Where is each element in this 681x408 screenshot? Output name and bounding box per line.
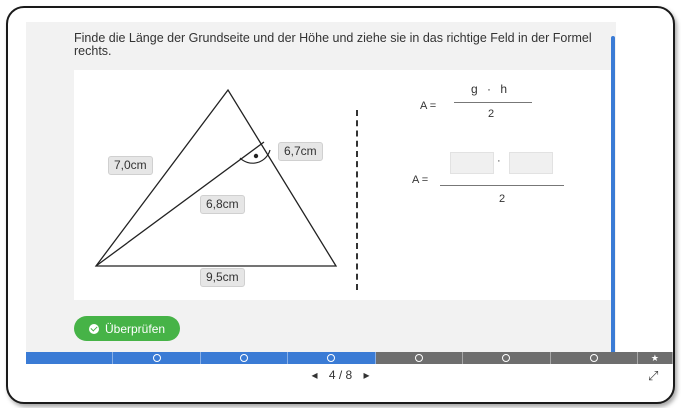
check-circle-icon — [89, 324, 99, 334]
pager — [8, 368, 673, 382]
vertical-scrollbar[interactable] — [611, 36, 615, 354]
circle-icon — [327, 354, 335, 362]
progress-segment[interactable] — [463, 352, 550, 364]
progress-star-segment[interactable] — [638, 352, 673, 364]
circle-icon — [240, 354, 248, 362]
drop-zone-base[interactable] — [450, 152, 494, 174]
formula-bottom-denominator: 2 — [499, 193, 506, 205]
progress-segment[interactable] — [201, 352, 288, 364]
progress-segment[interactable] — [113, 352, 200, 364]
task-instruction: Finde die Länge der Grundseite und der Höhe und ziehe sie in das richtige Feld in der Formel rechts. — [74, 31, 592, 58]
side-label-middle[interactable]: 6,8cm — [200, 195, 245, 214]
progress-segment[interactable] — [26, 352, 113, 364]
side-label-base[interactable]: 9,5cm — [200, 268, 245, 287]
exercise-panel — [74, 70, 612, 300]
formula-bottom-fraction-line — [440, 185, 564, 186]
circle-icon — [590, 354, 598, 362]
chevron-left-icon[interactable]: ◂ — [311, 368, 318, 382]
progress-segment[interactable] — [288, 352, 375, 364]
star-icon: ★ — [650, 352, 659, 363]
formula-top-denominator: 2 — [488, 108, 495, 120]
window-frame — [6, 6, 675, 404]
circle-icon — [415, 354, 423, 362]
expand-icon[interactable]: ⤢ — [648, 368, 659, 383]
side-label-height[interactable]: 6,7cm — [278, 142, 323, 161]
divider — [356, 110, 358, 290]
side-label-left[interactable]: 7,0cm — [108, 156, 153, 175]
drop-zone-height[interactable] — [509, 152, 553, 174]
circle-icon — [502, 354, 510, 362]
formula-bottom-dot: · — [497, 155, 501, 167]
formula-top-numerator: g · h — [471, 82, 511, 96]
progress-segment[interactable] — [376, 352, 463, 364]
chevron-right-icon[interactable]: ▸ — [363, 368, 370, 382]
formula-bottom-lhs: A = — [412, 174, 429, 186]
exercise-content — [26, 22, 616, 354]
check-button[interactable] — [74, 316, 180, 341]
check-button-label: Überprüfen — [105, 321, 166, 336]
triangle-figure — [74, 70, 344, 300]
progress-bar — [26, 352, 673, 364]
formula-top-fraction-line — [454, 102, 532, 103]
progress-segment[interactable] — [551, 352, 638, 364]
formula-top-lhs: A = — [420, 100, 437, 112]
page-indicator: 4 / 8 — [328, 368, 353, 382]
circle-icon — [153, 354, 161, 362]
